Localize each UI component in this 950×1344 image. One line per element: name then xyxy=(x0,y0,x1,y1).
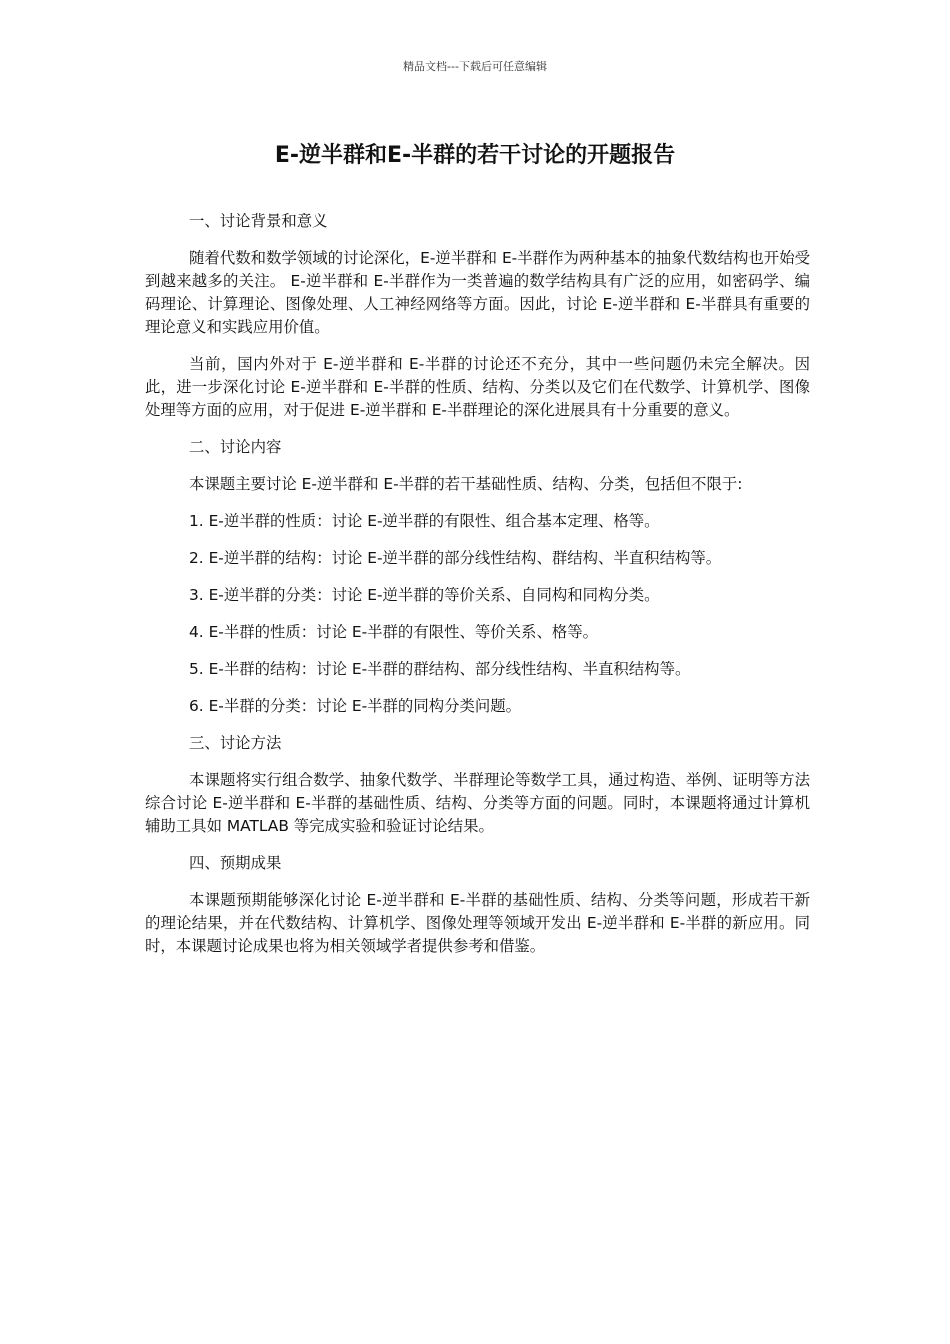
content-intro-paragraph: 本课题主要讨论 E-逆半群和 E-半群的若干基础性质、结构、分类，包括但不限于: xyxy=(189,475,743,493)
method-paragraph: 本课题将实行组合数学、抽象代数学、半群理论等数学工具，通过构造、举例、证明等方法综合讨论 E-逆半群和 E-半群的基础性质、结构、分类等方面的问题。同时，本课题将通过计算机辅助工具如 MATLAB 等完成实验和验证讨论结果。 xyxy=(145,771,810,835)
list-item: 5. E-半群的结构：讨论 E-半群的群结构、部分线性结构、半直积结构等。 xyxy=(189,660,691,678)
list-item: 6. E-半群的分类：讨论 E-半群的同构分类问题。 xyxy=(189,697,522,715)
list-item: 4. E-半群的性质：讨论 E-半群的有限性、等价关系、格等。 xyxy=(189,623,599,641)
header-note: 精品文档---下载后可任意编辑 xyxy=(403,60,547,73)
list-item: 1. E-逆半群的性质：讨论 E-逆半群的有限性、组合基本定理、格等。 xyxy=(189,512,660,530)
list-item: 2. E-逆半群的结构：讨论 E-逆半群的部分线性结构、群结构、半直积结构等。 xyxy=(189,549,722,567)
document-body xyxy=(145,210,810,972)
document-title: E-逆半群和E-半群的若干讨论的开题报告 xyxy=(274,143,676,168)
list-item: 3. E-逆半群的分类：讨论 E-逆半群的等价关系、自同构和同构分类。 xyxy=(189,586,660,604)
section-heading-content: 二、讨论内容 xyxy=(189,438,282,456)
section-heading-background: 一、讨论背景和意义 xyxy=(189,212,328,230)
section-heading-outcome: 四、预期成果 xyxy=(189,854,282,872)
content-list xyxy=(145,510,810,718)
background-paragraph-1: 随着代数和数学领域的讨论深化，E-逆半群和 E-半群作为两种基本的抽象代数结构也开始受到越来越多的关注。 E-逆半群和 E-半群作为一类普遍的数学结构具有广泛的应用，如密码学、编码理论、计算理论、图像处理、人工神经网络等方面。因此，讨论 E-逆半群和 E-半群具有重要的理论意义和实践应用价值。 xyxy=(145,249,810,336)
background-paragraph-2: 当前，国内外对于 E-逆半群和 E-半群的讨论还不充分，其中一些问题仍未完全解决。因此，进一步深化讨论 E-逆半群和 E-半群的性质、结构、分类以及它们在代数学、计算机学、图像处理等方面的应用，对于促进 E-逆半群和 E-半群理论的深化进展具有十分重要的意义。 xyxy=(145,355,810,419)
outcome-paragraph: 本课题预期能够深化讨论 E-逆半群和 E-半群的基础性质、结构、分类等问题，形成若干新的理论结果，并在代数结构、计算机学、图像处理等领域开发出 E-逆半群和 E-半群的新应用。同时，本课题讨论成果也将为相关领域学者提供参考和借鉴。 xyxy=(145,891,810,955)
section-heading-method: 三、讨论方法 xyxy=(189,734,282,752)
